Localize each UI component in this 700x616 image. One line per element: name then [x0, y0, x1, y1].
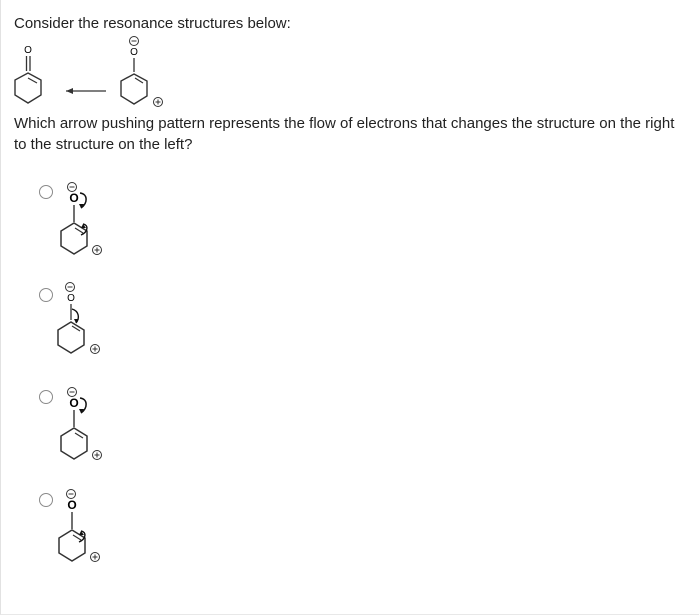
resonance-structures [10, 36, 190, 116]
option-3-structure [50, 385, 110, 467]
question-text: Which arrow pushing pattern represents the flow of electrons that changes the structure on the right to the structure on the left? [14, 115, 675, 153]
option-2-structure [50, 280, 110, 362]
question-prompt: Consider the resonance structures below: [14, 15, 291, 32]
answer-option-1[interactable] [0, 182, 300, 282]
option-1-structure [50, 180, 110, 262]
right-structure [121, 37, 163, 107]
answer-option-2[interactable] [0, 286, 300, 386]
left-cyclohexene-ring [15, 73, 41, 103]
right-cyclohexene-ring [121, 74, 147, 104]
option-2-oxygen-label: O [67, 293, 75, 304]
option-3-oxygen-label: O [69, 396, 79, 410]
answer-option-4[interactable] [0, 490, 300, 590]
right-oxygen-label: O [130, 47, 138, 58]
option-3-ring [61, 428, 87, 459]
option-4-structure [50, 487, 110, 569]
option-2-ring [58, 322, 84, 353]
answer-option-3[interactable] [0, 389, 300, 489]
option-1-oxygen-label: O [69, 191, 79, 205]
left-structure [15, 45, 41, 103]
left-oxygen-label: O [24, 45, 32, 56]
resonance-arrow [66, 88, 106, 94]
option-4-oxygen-label: O [67, 498, 77, 512]
